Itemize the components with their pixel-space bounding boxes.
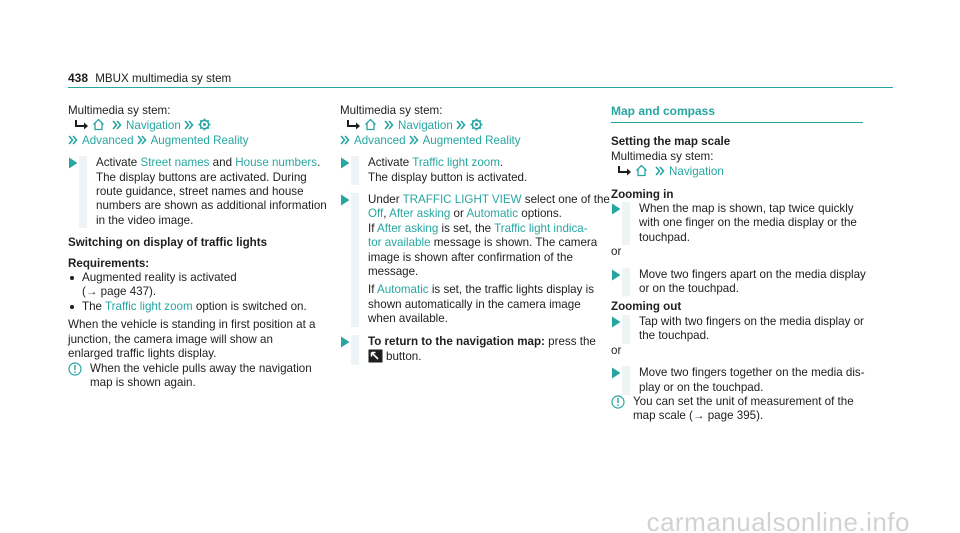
message-traffic-light-indicator: Traffic light indica- [494,221,588,235]
hook-arrow-icon [74,119,89,131]
step-bar [351,193,359,327]
heading-zooming-in: Zooming in [611,187,674,201]
step-text: in the video image. [96,213,194,227]
message-traffic-light-indicator: tor available [368,236,431,250]
step-zoom-in-spread [611,268,868,297]
multimedia-intro: Multimedia sy stem: [340,104,443,117]
bullet-dot [70,305,74,309]
chevron-right-icon [184,120,194,130]
requirement-text: The [82,299,102,313]
option-traffic-light-view: TRAFFIC LIGHT VIEW [402,193,522,207]
step-text: The display buttons are activated. During [96,170,307,184]
step-heading: To return to the navigation map: [368,334,545,348]
step-text: When the map is shown, tap twice quickly [639,202,854,216]
path-advanced: Advanced [354,133,406,147]
option-automatic: Automatic [466,207,519,221]
gear-icon [470,118,483,131]
step-text: Activate [96,156,138,170]
multimedia-intro: Multimedia sy stem: [611,149,714,163]
chevron-right-icon [409,135,419,145]
section-rule [611,122,863,123]
step-text: the touchpad. [639,329,710,343]
step-text: message. [368,265,419,279]
step-zoom-in-tap [611,202,868,245]
step-text: play or on the touchpad. [639,380,764,394]
step-text: message is shown. The camera [433,236,598,250]
step-text: or on the touchpad. [639,282,739,296]
step-arrow-icon [611,203,621,215]
menu-path-line-1 [611,164,868,179]
step-text: touchpad. [639,230,690,244]
paragraph [68,318,326,361]
step-text: with one finger on the media display or the [639,216,857,230]
step-arrow-icon [340,336,350,348]
multimedia-intro: Multimedia sy stem: [68,104,171,117]
column-2 [340,104,610,365]
paragraph-line: junction, the camera image will show an [68,332,273,346]
requirement-item [68,271,326,300]
requirements-label: Requirements: [68,256,150,270]
option-after-asking: After asking [377,221,439,235]
step-text: options. [521,207,562,221]
paragraph-line: enlarged traffic lights display. [68,347,217,361]
heading-map-scale: Setting the map scale [611,135,731,149]
step-text: , [383,207,387,221]
step-text: is set, the [441,221,492,235]
info-icon [611,395,625,409]
step-bar [351,335,359,365]
step-text: numbers are shown as additional information [96,199,327,213]
step-arrow-icon [611,269,621,281]
page-header-title: MBUX multimedia sy stem [95,72,232,85]
or-separator: or [611,245,622,259]
heading-zooming-out: Zooming out [611,300,682,314]
requirement-item [68,300,326,314]
info-icon [68,362,82,376]
section-title: Map and compass [611,104,716,118]
option-house-numbers: House numbers [235,156,318,170]
page-reference: (→ page 437). [82,285,157,299]
path-augmented-reality: Augmented Reality [422,133,521,147]
step-text: is set, the traffic lights display is [431,283,595,297]
step-bar [622,366,630,395]
chevron-right-icon [456,120,466,130]
step-text: Activate [368,156,410,170]
step-text: and [212,156,233,170]
step-text: button. [386,350,422,364]
path-navigation: Navigation [398,119,453,133]
note [611,395,868,424]
column-1 [68,104,326,390]
page-header [68,71,231,86]
step-return-to-map [340,335,596,365]
requirement-text: Augmented reality is activated [82,271,237,285]
step-traffic-light-view [340,193,610,327]
step-arrow-icon [340,194,350,206]
chevron-right-icon [384,120,394,130]
step-zoom-out-tap [611,315,868,344]
option-traffic-light-zoom: Traffic light zoom [412,156,500,170]
menu-path-line-1 [340,118,596,133]
step-text: Move two fingers apart on the media display [639,267,866,281]
note [68,362,326,391]
step-text: press the [548,334,596,348]
step-text: select one of the [524,193,610,207]
step-text: or [453,207,464,221]
step-arrow-icon [68,157,78,169]
step-bar [622,202,630,245]
menu-path-line-2 [340,134,596,148]
step-text: The display button is activated. [368,170,528,184]
step-bar [351,156,359,185]
step-text: If [368,283,375,297]
bullet-dot [70,276,74,280]
chevron-right-icon [340,135,350,145]
home-icon [635,164,648,177]
step-text: route guidance, street names and house [96,185,304,199]
note-text: You can set the unit of measurement of the [633,394,854,408]
step-text: Tap with two fingers on the media display or [639,314,864,328]
path-navigation: Navigation [669,165,724,179]
step-text: . [317,156,321,170]
option-automatic: Automatic [377,283,429,297]
chevron-right-icon [68,135,78,145]
home-icon [364,118,377,131]
step-text: shown automatically in the camera image [368,297,581,311]
option-street-names: Street names [140,156,210,170]
path-augmented-reality: Augmented Reality [150,133,249,147]
note-text: map scale (→ page 395). [633,409,764,423]
note-text: map is shown again. [90,375,196,389]
step-text: Under [368,193,400,207]
step-zoom-out-pinch [611,366,868,395]
back-button-icon [368,349,383,363]
path-advanced: Advanced [82,133,134,147]
hook-arrow-icon [617,165,632,177]
option-off: Off [368,207,384,221]
step-text: when available. [368,312,448,326]
note-text: When the vehicle pulls away the navigation [90,361,312,375]
path-navigation: Navigation [126,119,181,133]
step-text: Move two fingers together on the media dis- [639,366,865,380]
step-activate-names [68,156,326,228]
hook-arrow-icon [346,119,361,131]
option-traffic-light-zoom: Traffic light zoom [105,299,193,313]
step-text: If [368,221,375,235]
watermark: carmanualsonline.info [646,506,910,533]
option-after-asking: After asking [389,207,451,221]
step-bar [79,156,87,228]
chevron-right-icon [112,120,122,130]
gear-icon [198,118,211,131]
menu-path-line-1 [68,118,326,133]
home-icon [92,118,105,131]
step-arrow-icon [611,367,621,379]
page-number: 438 [68,71,89,85]
step-bar [622,315,630,344]
chevron-right-icon [137,135,147,145]
or-separator: or [611,343,622,357]
step-arrow-icon [611,316,621,328]
step-text: . [499,156,504,170]
paragraph-line: When the vehicle is standing in first position at a [68,318,316,332]
requirement-text: option is switched on. [195,299,307,313]
step-arrow-icon [340,157,350,169]
chevron-right-icon [655,166,665,176]
heading-traffic-lights: Switching on display of traffic lights [68,236,268,250]
header-rule [68,87,893,88]
step-bar [622,268,630,297]
step-activate-traffic-zoom [340,156,596,185]
column-3 [611,104,868,424]
step-text: image is shown after confirmation of the [368,250,573,264]
menu-path-line-2 [68,134,326,148]
